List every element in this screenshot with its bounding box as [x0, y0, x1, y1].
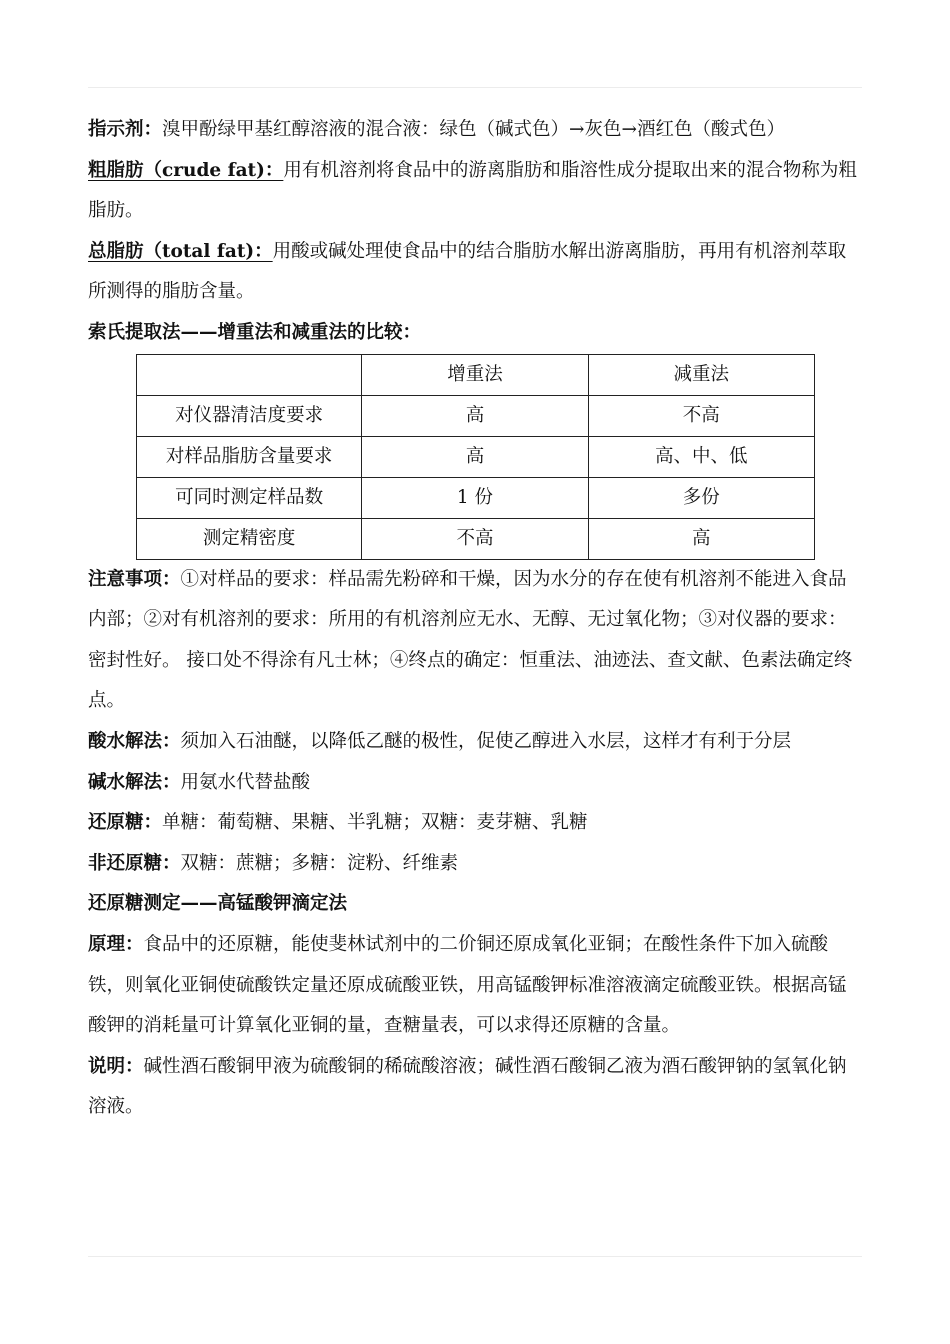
paragraph-notes: [88, 560, 862, 722]
term-text: 单糖：葡萄糖、果糖、半乳糖；双糖：麦芽糖、乳糖: [162, 812, 588, 834]
paragraph-indicator: [88, 110, 862, 151]
paragraph-acid-hydrolysis: [88, 722, 862, 763]
term-text: 溴甲酚绿甲基红醇溶液的混合液：绿色（碱式色）→灰色→酒红色（酸式色）: [162, 119, 786, 140]
table-cell: 对仪器清洁度要求: [137, 395, 362, 436]
term-text: 须加入石油醚，以降低乙醚的极性，促使乙醇进入水层，这样才有利于分层: [180, 730, 792, 752]
table-cell: 多份: [588, 477, 814, 518]
term-label: 还原糖：: [88, 812, 163, 834]
term-label: 注意事项：: [88, 568, 181, 590]
paragraph-principle: [88, 925, 862, 1047]
term-label: 总脂肪（total fat)：: [88, 240, 273, 262]
term-text: 用有机溶剂将食品中的游离脂肪和脂溶性成分提取出来的混合物称为粗脂肪。: [88, 159, 857, 222]
paragraph-total-fat: [88, 232, 862, 313]
section-heading-soxhlet: 索氏提取法——增重法和减重法的比较：: [88, 321, 422, 343]
term-label: 说明：: [88, 1055, 144, 1077]
table-cell: 测定精密度: [137, 518, 362, 559]
table-row: [137, 436, 815, 477]
term-text: 碱性酒石酸铜甲液为硫酸铜的稀硫酸溶液；碱性酒石酸铜乙液为酒石酸钾钠的氢氧化钠溶液。: [88, 1055, 847, 1118]
table-cell: 高: [362, 395, 588, 436]
comparison-table: [136, 354, 815, 560]
table-header-cell: 增重法: [362, 354, 588, 395]
term-text: ①对样品的要求：样品需先粉碎和干燥，因为水分的存在使有机溶剂不能进入食品内部；②对有机溶剂的要求：所用的有机溶剂应无水、无醇、无过氧化物；③对仪器的要求：密封性好。 接口处不得涂有凡士林；④终点的确定：恒重法、油迹法、查文献、色素法确定终点。: [88, 568, 853, 712]
term-text: 双糖：蔗糖；多糖：淀粉、纤维素: [180, 852, 459, 874]
paragraph-reducing-sugar: [88, 803, 862, 844]
term-label: 酸水解法：: [88, 730, 181, 752]
term-text: 用酸或碱处理使食品中的结合脂肪水解出游离脂肪，再用有机溶剂萃取所测得的脂肪含量。: [88, 240, 847, 303]
table-header-cell: [137, 354, 362, 395]
footer-rule: [88, 1256, 862, 1257]
table-cell: 高: [362, 436, 588, 477]
table-cell: 高、中、低: [588, 436, 814, 477]
table-header-cell: 减重法: [588, 354, 814, 395]
table-cell: 不高: [588, 395, 814, 436]
term-label: 非还原糖：: [88, 852, 181, 874]
table-row: [137, 518, 815, 559]
paragraph-alkali-hydrolysis: [88, 763, 862, 804]
term-label: 粗脂肪（crude fat)：: [88, 159, 284, 181]
document-body: [88, 110, 862, 1128]
table-row: [137, 477, 815, 518]
table-header-row: [137, 354, 815, 395]
table-cell: 对样品脂肪含量要求: [137, 436, 362, 477]
term-label: 指示剂：: [88, 119, 163, 140]
section-heading-sugar: 还原糖测定——高锰酸钾滴定法: [88, 893, 348, 915]
table-cell: 可同时测定样品数: [137, 477, 362, 518]
table-cell: 1 份: [362, 477, 588, 518]
term-text: 用氨水代替盐酸: [180, 771, 311, 793]
header-rule: [88, 87, 862, 88]
paragraph-explanation: [88, 1047, 862, 1128]
term-label: 原理：: [88, 933, 144, 955]
table-cell: 不高: [362, 518, 588, 559]
paragraph-non-reducing-sugar: [88, 844, 862, 885]
table-row: [137, 395, 815, 436]
term-label: 碱水解法：: [88, 771, 181, 793]
paragraph-crude-fat: [88, 151, 862, 232]
table-cell: 高: [588, 518, 814, 559]
term-text: 食品中的还原糖，能使斐林试剂中的二价铜还原成氧化亚铜；在酸性条件下加入硫酸铁，则氧化亚铜使硫酸铁定量还原成硫酸亚铁，用高锰酸钾标准溶液滴定硫酸亚铁。根据高锰酸钾的消耗量可计算氧化亚铜的量，查糖量表，可以求得还原糖的含量。: [88, 933, 847, 1037]
